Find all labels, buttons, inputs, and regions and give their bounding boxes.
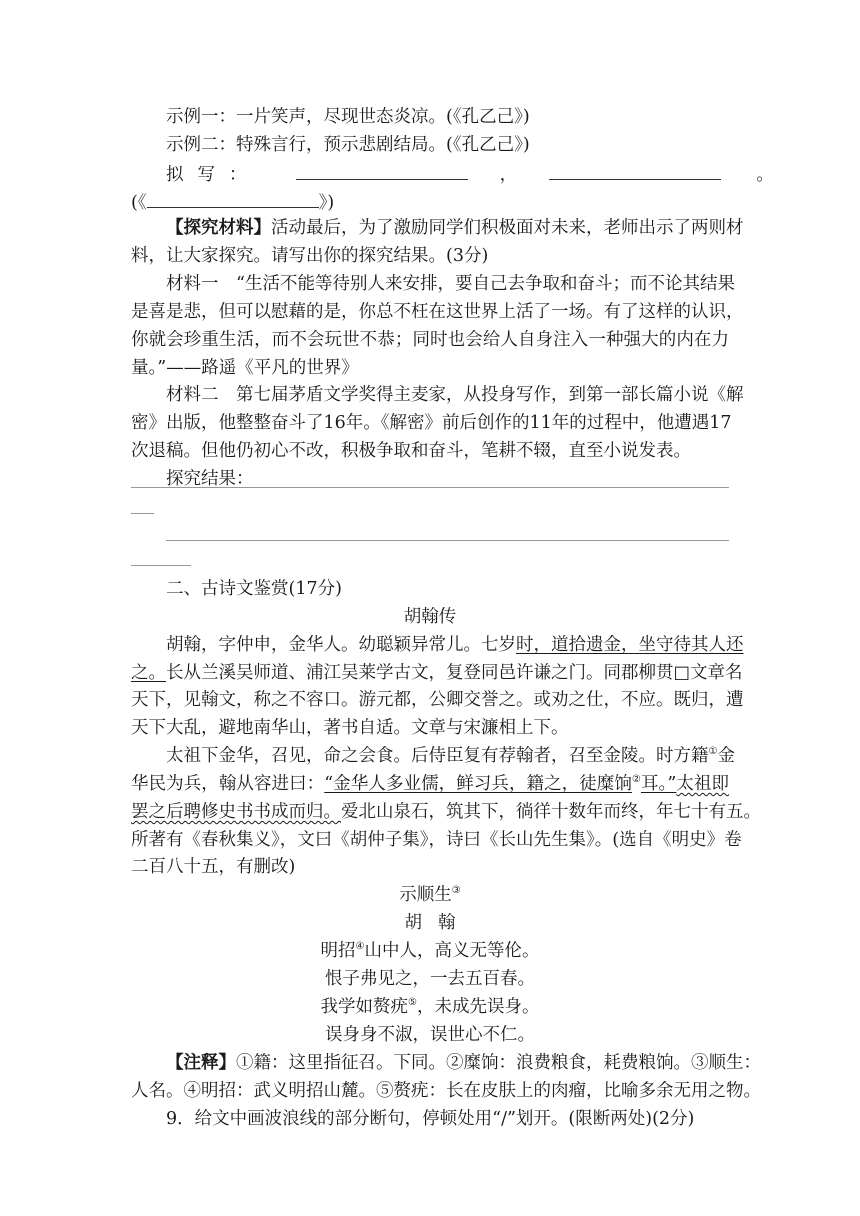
notes-text: ①籍：这里指征召。下同。②糜饷：浪费粮食，耗费粮饷。③顺生： — [236, 1053, 761, 1073]
poem-author: 胡翰 — [404, 913, 472, 933]
poem-title — [131, 881, 729, 909]
bio-p1-line-1 — [166, 631, 744, 659]
poem-line-2: 恨子弗见之，一去五百春。 — [325, 969, 535, 989]
material-two-line-3: 次退稿。但他仍初心不改，积极争取和奋斗，笔耕不辍，直至小说发表。 — [131, 441, 691, 461]
example-two: 示例二：特殊言行，预示悲剧结局。(《孔乙己》) — [166, 135, 530, 155]
missing-char-box: □ — [673, 663, 691, 683]
bio-p2-line-3 — [131, 798, 761, 826]
poem-line-3 — [131, 993, 729, 1021]
underlined-quote: “金华人多业儒，鲜习兵，籍之，徒糜饷 — [324, 774, 632, 794]
explore-tag: 【探究材料】 — [166, 218, 271, 238]
notes-line-1 — [166, 1049, 761, 1077]
explore-intro-1 — [166, 214, 744, 242]
underlined-quote-end: 耳。” — [640, 774, 677, 794]
result-label: 探究结果： — [166, 469, 254, 489]
footnote-marker: ③ — [451, 885, 461, 897]
draft-label: 拟写： — [166, 165, 261, 185]
draft-comma: ， — [499, 165, 518, 185]
bio-p1-text: 长从兰溪吴师道、浦江吴莱学古文，复登同邑许谦之门。同郡柳贯 — [166, 663, 674, 683]
explore-intro-text: 活动最后，为了激励同学们积极面对未来，老师出示了两则材 — [271, 218, 744, 238]
poem-text: 山中人，高义无等伦。 — [364, 941, 540, 961]
material-one-line-1: 材料一 “生活不能等待别人来安排，要自己去争取和奋斗；而不论其结果 — [166, 274, 735, 294]
draft-period: 。 — [756, 165, 774, 185]
draft-line — [166, 159, 774, 187]
question-9: 9．给文中画波浪线的部分断句，停顿处用“/”划开。(限断两处)(2分) — [166, 1109, 695, 1129]
explore-intro-2: 料，让大家探究。请写出你的探究结果。(3分) — [131, 246, 489, 266]
bio-p1-text: 胡翰，字仲申，金华人。幼聪颖异常儿。七岁 — [166, 635, 516, 655]
footnote-marker: ② — [631, 774, 641, 786]
bio-p1-text: 文章名 — [690, 663, 743, 683]
draft-open: (《 — [131, 193, 147, 213]
footnote-marker: ④ — [355, 941, 365, 953]
bio-p2-text: 华民为兵，翰从容进曰： — [131, 774, 325, 794]
material-one-line-4: 量。”——路遥《平凡的世界》 — [131, 358, 359, 378]
bio-p2-line-5: 二百八十五，有删改) — [131, 857, 296, 877]
footnote-marker: ① — [708, 746, 718, 758]
answer-line-2-wrap[interactable] — [131, 565, 191, 566]
bio-p1-line-3: 天下，见翰文，称之不容口。游元都，公卿交誉之。或劝之仕，不应。既归，遭 — [131, 690, 744, 710]
biography-title: 胡翰传 — [403, 607, 457, 627]
draft-close: 》) — [318, 193, 335, 213]
bio-p2-line-4: 所著有《春秋集义》，文曰《胡仲子集》，诗曰《长山先生集》。(选自《明史》卷 — [131, 830, 742, 850]
bio-p2-line-2 — [131, 770, 729, 798]
poem-text: 我学如赘疣 — [320, 997, 409, 1017]
answer-line-1-wrap[interactable] — [131, 513, 154, 514]
wavy-underline-start: 太祖即 — [676, 774, 730, 794]
answer-line-1[interactable] — [131, 487, 729, 488]
notes-line-2: 人名。④明招：武义明招山麓。⑤赘疣：长在皮肤上的肉瘤，比喻多余无用之物。 — [131, 1081, 761, 1101]
bio-p2-line-1 — [166, 742, 735, 770]
poem-line-1 — [131, 937, 729, 965]
draft-blank-source[interactable] — [147, 187, 319, 208]
bio-p1-line-4: 天下大乱，避地南华山，著书自适。文章与宋濂相上下。 — [131, 718, 569, 738]
notes-tag: 【注释】 — [166, 1053, 236, 1073]
draft-blank-1[interactable] — [296, 159, 468, 180]
poem-title-text: 示顺生 — [399, 885, 452, 905]
underlined-sentence-end: 之。 — [131, 663, 166, 683]
wavy-underline-text: 罢之后聘修史书书成而归。 — [131, 802, 341, 822]
poem-text: ，未成先误身。 — [416, 997, 540, 1017]
material-one-line-2: 是喜是悲，但可以慰藉的是，你总不枉在这世界上活了一场。有了这样的认识， — [131, 302, 744, 322]
material-two-line-1: 材料二 第七届茅盾文学奖得主麦家，从投身写作，到第一部长篇小说《解 — [166, 385, 744, 405]
material-two-line-2: 密》出版，他整整奋斗了16年。《解密》前后创作的11年的过程中，他遭遇17 — [131, 413, 732, 433]
draft-source-line — [131, 187, 729, 215]
bio-p2-text: 爱北山泉石，筑其下，徜徉十数年而终，年七十有五。 — [341, 802, 761, 822]
underlined-sentence: 时，道拾遗金，坐守待其人还 — [516, 635, 744, 655]
answer-line-2[interactable] — [166, 540, 729, 541]
bio-p2-text: 金 — [717, 746, 735, 766]
footnote-marker: ⑤ — [408, 997, 417, 1009]
bio-p1-line-2 — [131, 659, 743, 687]
material-one-line-3: 你就会珍重生活，而不会玩世不恭；同时也会给人自身注入一种强大的内在力 — [131, 330, 729, 350]
draft-blank-2[interactable] — [549, 159, 721, 180]
bio-p2-text: 太祖下金华，召见，命之会食。后侍臣复有荐翰者，召至金陵。时方籍 — [166, 746, 709, 766]
example-one: 示例一：一片笑声，尽现世态炎凉。(《孔乙己》) — [166, 107, 530, 127]
section-two-heading: 二、古诗文鉴赏(17分) — [166, 579, 342, 599]
poem-line-4: 误身身不淑，误世心不仁。 — [325, 1025, 535, 1045]
poem-text: 明招 — [320, 941, 356, 961]
